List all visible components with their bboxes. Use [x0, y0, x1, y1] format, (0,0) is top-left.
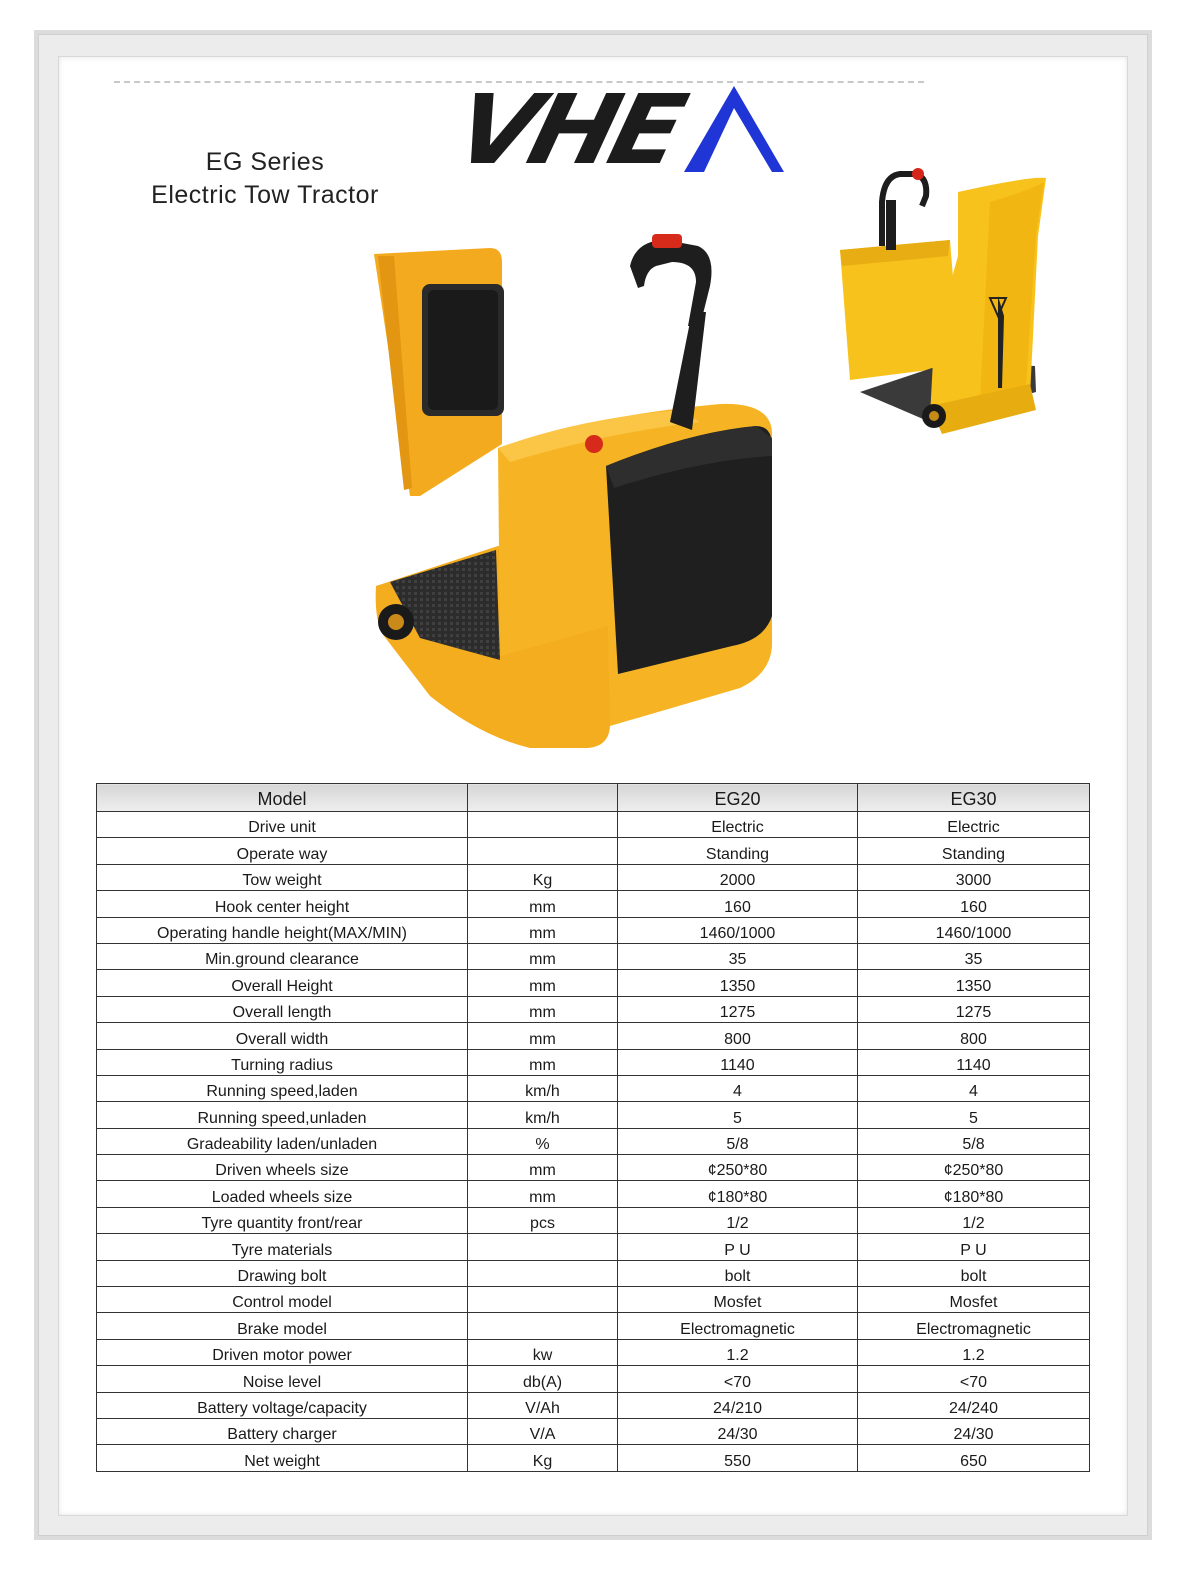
spec-eg30: 1460/1000 [858, 917, 1090, 943]
header-eg30: EG30 [858, 784, 1090, 812]
spec-name: Hook center height [97, 891, 468, 917]
spec-name: Running speed,unladen [97, 1102, 468, 1128]
spec-name: Tyre quantity front/rear [97, 1207, 468, 1233]
spec-unit: mm [468, 1155, 618, 1181]
spec-eg30: 5/8 [858, 1128, 1090, 1154]
spec-name: Driven wheels size [97, 1155, 468, 1181]
spec-eg30: 160 [858, 891, 1090, 917]
spec-eg30: 4 [858, 1075, 1090, 1101]
spec-name: Turning radius [97, 1049, 468, 1075]
spec-eg20: 5 [618, 1102, 858, 1128]
spec-eg20: 35 [618, 943, 858, 969]
spec-unit: mm [468, 970, 618, 996]
spec-eg20: 800 [618, 1023, 858, 1049]
spec-unit: V/A [468, 1418, 618, 1444]
spec-eg30: Electric [858, 812, 1090, 838]
spec-eg30: 3000 [858, 864, 1090, 890]
spec-eg20: Mosfet [618, 1287, 858, 1313]
spec-name: Overall Height [97, 970, 468, 996]
spec-name: Operate way [97, 838, 468, 864]
spec-name: Drive unit [97, 812, 468, 838]
spec-eg30: <70 [858, 1366, 1090, 1392]
spec-unit: pcs [468, 1207, 618, 1233]
table-row [97, 917, 1090, 943]
spec-eg20: Electric [618, 812, 858, 838]
spec-eg20: 1/2 [618, 1207, 858, 1233]
table-row [97, 970, 1090, 996]
spec-eg30: Standing [858, 838, 1090, 864]
spec-eg20: 160 [618, 891, 858, 917]
table-row [97, 1181, 1090, 1207]
spec-name: Noise level [97, 1366, 468, 1392]
table-row [97, 1102, 1090, 1128]
spec-eg20: 5/8 [618, 1128, 858, 1154]
spec-name: Operating handle height(MAX/MIN) [97, 917, 468, 943]
table-row [97, 1287, 1090, 1313]
spec-eg20: 1.2 [618, 1339, 858, 1365]
logo-text: VHE [444, 74, 691, 186]
table-row [97, 838, 1090, 864]
spec-eg20: 550 [618, 1445, 858, 1471]
spec-eg20: 1140 [618, 1049, 858, 1075]
spec-table [96, 783, 1090, 1472]
spec-unit: V/Ah [468, 1392, 618, 1418]
table-header-row [97, 784, 1090, 812]
spec-unit [468, 1234, 618, 1260]
table-row [97, 1128, 1090, 1154]
header-unit [468, 784, 618, 812]
spec-name: Net weight [97, 1445, 468, 1471]
spec-eg30: 1275 [858, 996, 1090, 1022]
spec-eg30: Electromagnetic [858, 1313, 1090, 1339]
table-row [97, 1313, 1090, 1339]
spec-eg20: 24/30 [618, 1418, 858, 1444]
spec-unit [468, 1313, 618, 1339]
spec-name: Min.ground clearance [97, 943, 468, 969]
spec-unit: mm [468, 1023, 618, 1049]
spec-unit [468, 812, 618, 838]
header-model: Model [97, 784, 468, 812]
spec-eg20: 4 [618, 1075, 858, 1101]
spec-eg30: 24/240 [858, 1392, 1090, 1418]
spec-eg20: <70 [618, 1366, 858, 1392]
table-row [97, 943, 1090, 969]
table-row [97, 1339, 1090, 1365]
spec-name: Loaded wheels size [97, 1181, 468, 1207]
table-row [97, 1260, 1090, 1286]
product-type: Electric Tow Tractor [151, 181, 379, 209]
spec-name: Driven motor power [97, 1339, 468, 1365]
spec-unit [468, 1287, 618, 1313]
table-row [97, 1234, 1090, 1260]
spec-eg30: 800 [858, 1023, 1090, 1049]
table-row [97, 1366, 1090, 1392]
spec-name: Tow weight [97, 864, 468, 890]
table-row [97, 996, 1090, 1022]
spec-name: Overall width [97, 1023, 468, 1049]
spec-eg20: Electromagnetic [618, 1313, 858, 1339]
spec-unit: Kg [468, 1445, 618, 1471]
spec-eg30: 1/2 [858, 1207, 1090, 1233]
series-title [120, 146, 410, 212]
table-row [97, 891, 1090, 917]
spec-eg20: Standing [618, 838, 858, 864]
spec-name: Tyre materials [97, 1234, 468, 1260]
table-body [97, 812, 1090, 1472]
spec-unit: mm [468, 943, 618, 969]
table-row [97, 1418, 1090, 1444]
spec-unit: mm [468, 891, 618, 917]
spec-unit: % [468, 1128, 618, 1154]
brand-logo [444, 74, 780, 186]
spec-eg20: 24/210 [618, 1392, 858, 1418]
spec-unit: km/h [468, 1075, 618, 1101]
table-row [97, 1023, 1090, 1049]
spec-unit: Kg [468, 864, 618, 890]
spec-name: Overall length [97, 996, 468, 1022]
series-name: EG Series [205, 148, 325, 176]
table-row [97, 1207, 1090, 1233]
table-row [97, 1049, 1090, 1075]
spec-name: Brake model [97, 1313, 468, 1339]
spec-eg20: ¢180*80 [618, 1181, 858, 1207]
spec-eg30: 5 [858, 1102, 1090, 1128]
table-row [97, 812, 1090, 838]
spec-eg30: ¢250*80 [858, 1155, 1090, 1181]
spec-eg30: 1350 [858, 970, 1090, 996]
header-eg20: EG20 [618, 784, 858, 812]
table-row [97, 1392, 1090, 1418]
spec-eg20: 1350 [618, 970, 858, 996]
logo-arrow-icon [684, 86, 784, 172]
spec-eg20: ¢250*80 [618, 1155, 858, 1181]
tow-tractor-main-image [360, 226, 790, 756]
spec-unit: mm [468, 917, 618, 943]
spec-eg20: bolt [618, 1260, 858, 1286]
spec-unit [468, 1260, 618, 1286]
table-row [97, 1075, 1090, 1101]
spec-unit: db(A) [468, 1366, 618, 1392]
spec-name: Battery voltage/capacity [97, 1392, 468, 1418]
spec-unit: mm [468, 1049, 618, 1075]
spec-eg20: 1275 [618, 996, 858, 1022]
spec-name: Gradeability laden/unladen [97, 1128, 468, 1154]
spec-eg20: 1460/1000 [618, 917, 858, 943]
spec-eg30: P U [858, 1234, 1090, 1260]
spec-name: Control model [97, 1287, 468, 1313]
tow-tractor-rear-image [830, 166, 1058, 436]
spec-eg30: bolt [858, 1260, 1090, 1286]
table-row [97, 1445, 1090, 1471]
spec-unit: mm [468, 1181, 618, 1207]
table-row [97, 1155, 1090, 1181]
spec-unit: km/h [468, 1102, 618, 1128]
spec-eg30: 1.2 [858, 1339, 1090, 1365]
spec-name: Drawing bolt [97, 1260, 468, 1286]
spec-eg30: Mosfet [858, 1287, 1090, 1313]
spec-unit: mm [468, 996, 618, 1022]
spec-name: Battery charger [97, 1418, 468, 1444]
spec-unit: kw [468, 1339, 618, 1365]
spec-eg30: 24/30 [858, 1418, 1090, 1444]
spec-unit [468, 838, 618, 864]
spec-eg20: P U [618, 1234, 858, 1260]
spec-eg30: 650 [858, 1445, 1090, 1471]
spec-eg30: ¢180*80 [858, 1181, 1090, 1207]
spec-eg20: 2000 [618, 864, 858, 890]
table-row [97, 864, 1090, 890]
spec-eg30: 1140 [858, 1049, 1090, 1075]
spec-name: Running speed,laden [97, 1075, 468, 1101]
spec-eg30: 35 [858, 943, 1090, 969]
